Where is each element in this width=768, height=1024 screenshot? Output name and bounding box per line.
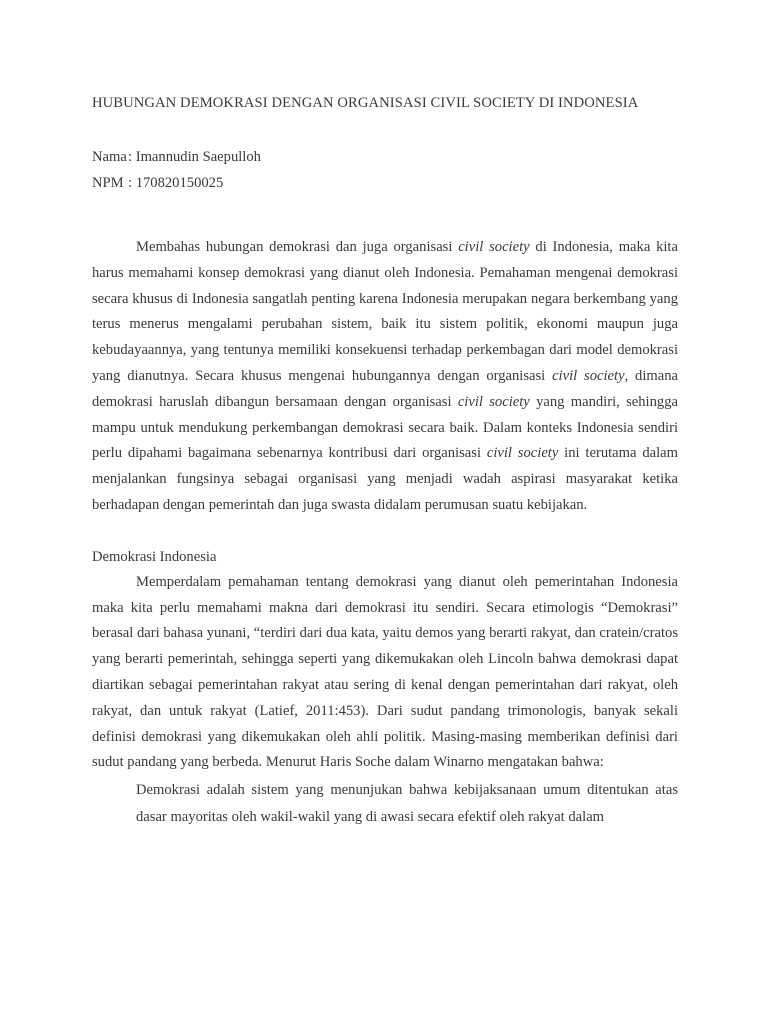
- npm-value: : 170820150025: [128, 175, 224, 191]
- section-paragraph: Memperdalam pemahaman tentang demokrasi yang dianut oleh pemerintahan Indonesia maka kita perlu memahami makna dari demokrasi itu sendiri. Secara etimologis “Demokrasi” berasal dari bahasa yunani, “terdiri dari dua kata, yaitu demos yang berarti rakyat, dan cratein/cratos yang berarti pemerintah, sehingga seperti yang dikemukakan oleh Lincoln bahwa demokrasi dapat diartikan sebagai pemerintahan rakyat atau sering di kenal dengan pemerintahan dari rakyat, oleh rakyat, dan untuk rakyat (Latief, 2011:453). Dari sudut pandang trimonologis, banyak sekali definisi demokrasi yang dikemukakan oleh ahli politik. Masing-masing memberikan definisi dari sudut pandang yang berbeda. Menurut Haris Soche dalam Winarno mengatakan bahwa:: [92, 573, 678, 771]
- document-page: [92, 90, 678, 831]
- intro-text-3: , dimana demokrasi haruslah dibangun bersamaan dengan organisasi: [92, 367, 678, 410]
- intro-paragraph: [92, 235, 678, 519]
- npm-label: NPM: [92, 175, 124, 191]
- document-title: HUBUNGAN DEMOKRASI DENGAN ORGANISASI CIVIL SOCIETY DI INDONESIA: [92, 95, 639, 111]
- intro-term-3: civil society: [457, 393, 530, 410]
- author-info: [92, 144, 678, 196]
- intro-term-2: civil society: [552, 367, 625, 384]
- intro-text-4: yang mandiri, sehingga mampu untuk mendukung perkembangan demokrasi secara baik. Dalam konteks Indonesia sendiri perlu dipahami bagaimana sebenarnya kontribusi dari organisasi: [92, 393, 678, 462]
- section-heading: Demokrasi Indonesia: [92, 548, 217, 565]
- intro-term-1: civil society: [458, 239, 530, 255]
- intro-text-2: di Indonesia, maka kita harus memahami konsep demokrasi yang dianut oleh Indonesia. Pemahaman mengenai demokrasi secara khusus di Indonesia sangatlah penting karena Indonesia merupakan negara berkembang yang terus menerus mengalami perubahan sistem, baik itu sistem politik, ekonomi maupun juga kebudayaannya, yang tentunya memiliki konsekuensi terhadap perkembagan dari model demokrasi yang dianutnya. Secara khusus mengenai hubungannya dengan organisasi: [92, 239, 678, 384]
- name-value: : Imannudin Saepulloh: [128, 149, 261, 165]
- name-label: Nama: [92, 149, 127, 165]
- intro-text-5: ini terutama dalam menjalankan fungsinya sebagai organisasi yang menjadi wadah aspirasi masyarakat ketika berhadapan dengan pemerintah dan juga swasta didalam perumusan suatu kebijakan.: [92, 445, 678, 513]
- intro-term-4: civil society: [486, 445, 559, 462]
- intro-text-1: Membahas hubungan demokrasi dan juga organisasi: [136, 239, 459, 255]
- author-npm-row: [92, 170, 678, 196]
- block-quote: Demokrasi adalah sistem yang menunjukan bahwa kebijaksanaan umum ditentukan atas dasar mayoritas oleh wakil-wakil yang di awasi secara efektif oleh rakyat dalam: [136, 782, 678, 826]
- author-name-row: [92, 144, 678, 170]
